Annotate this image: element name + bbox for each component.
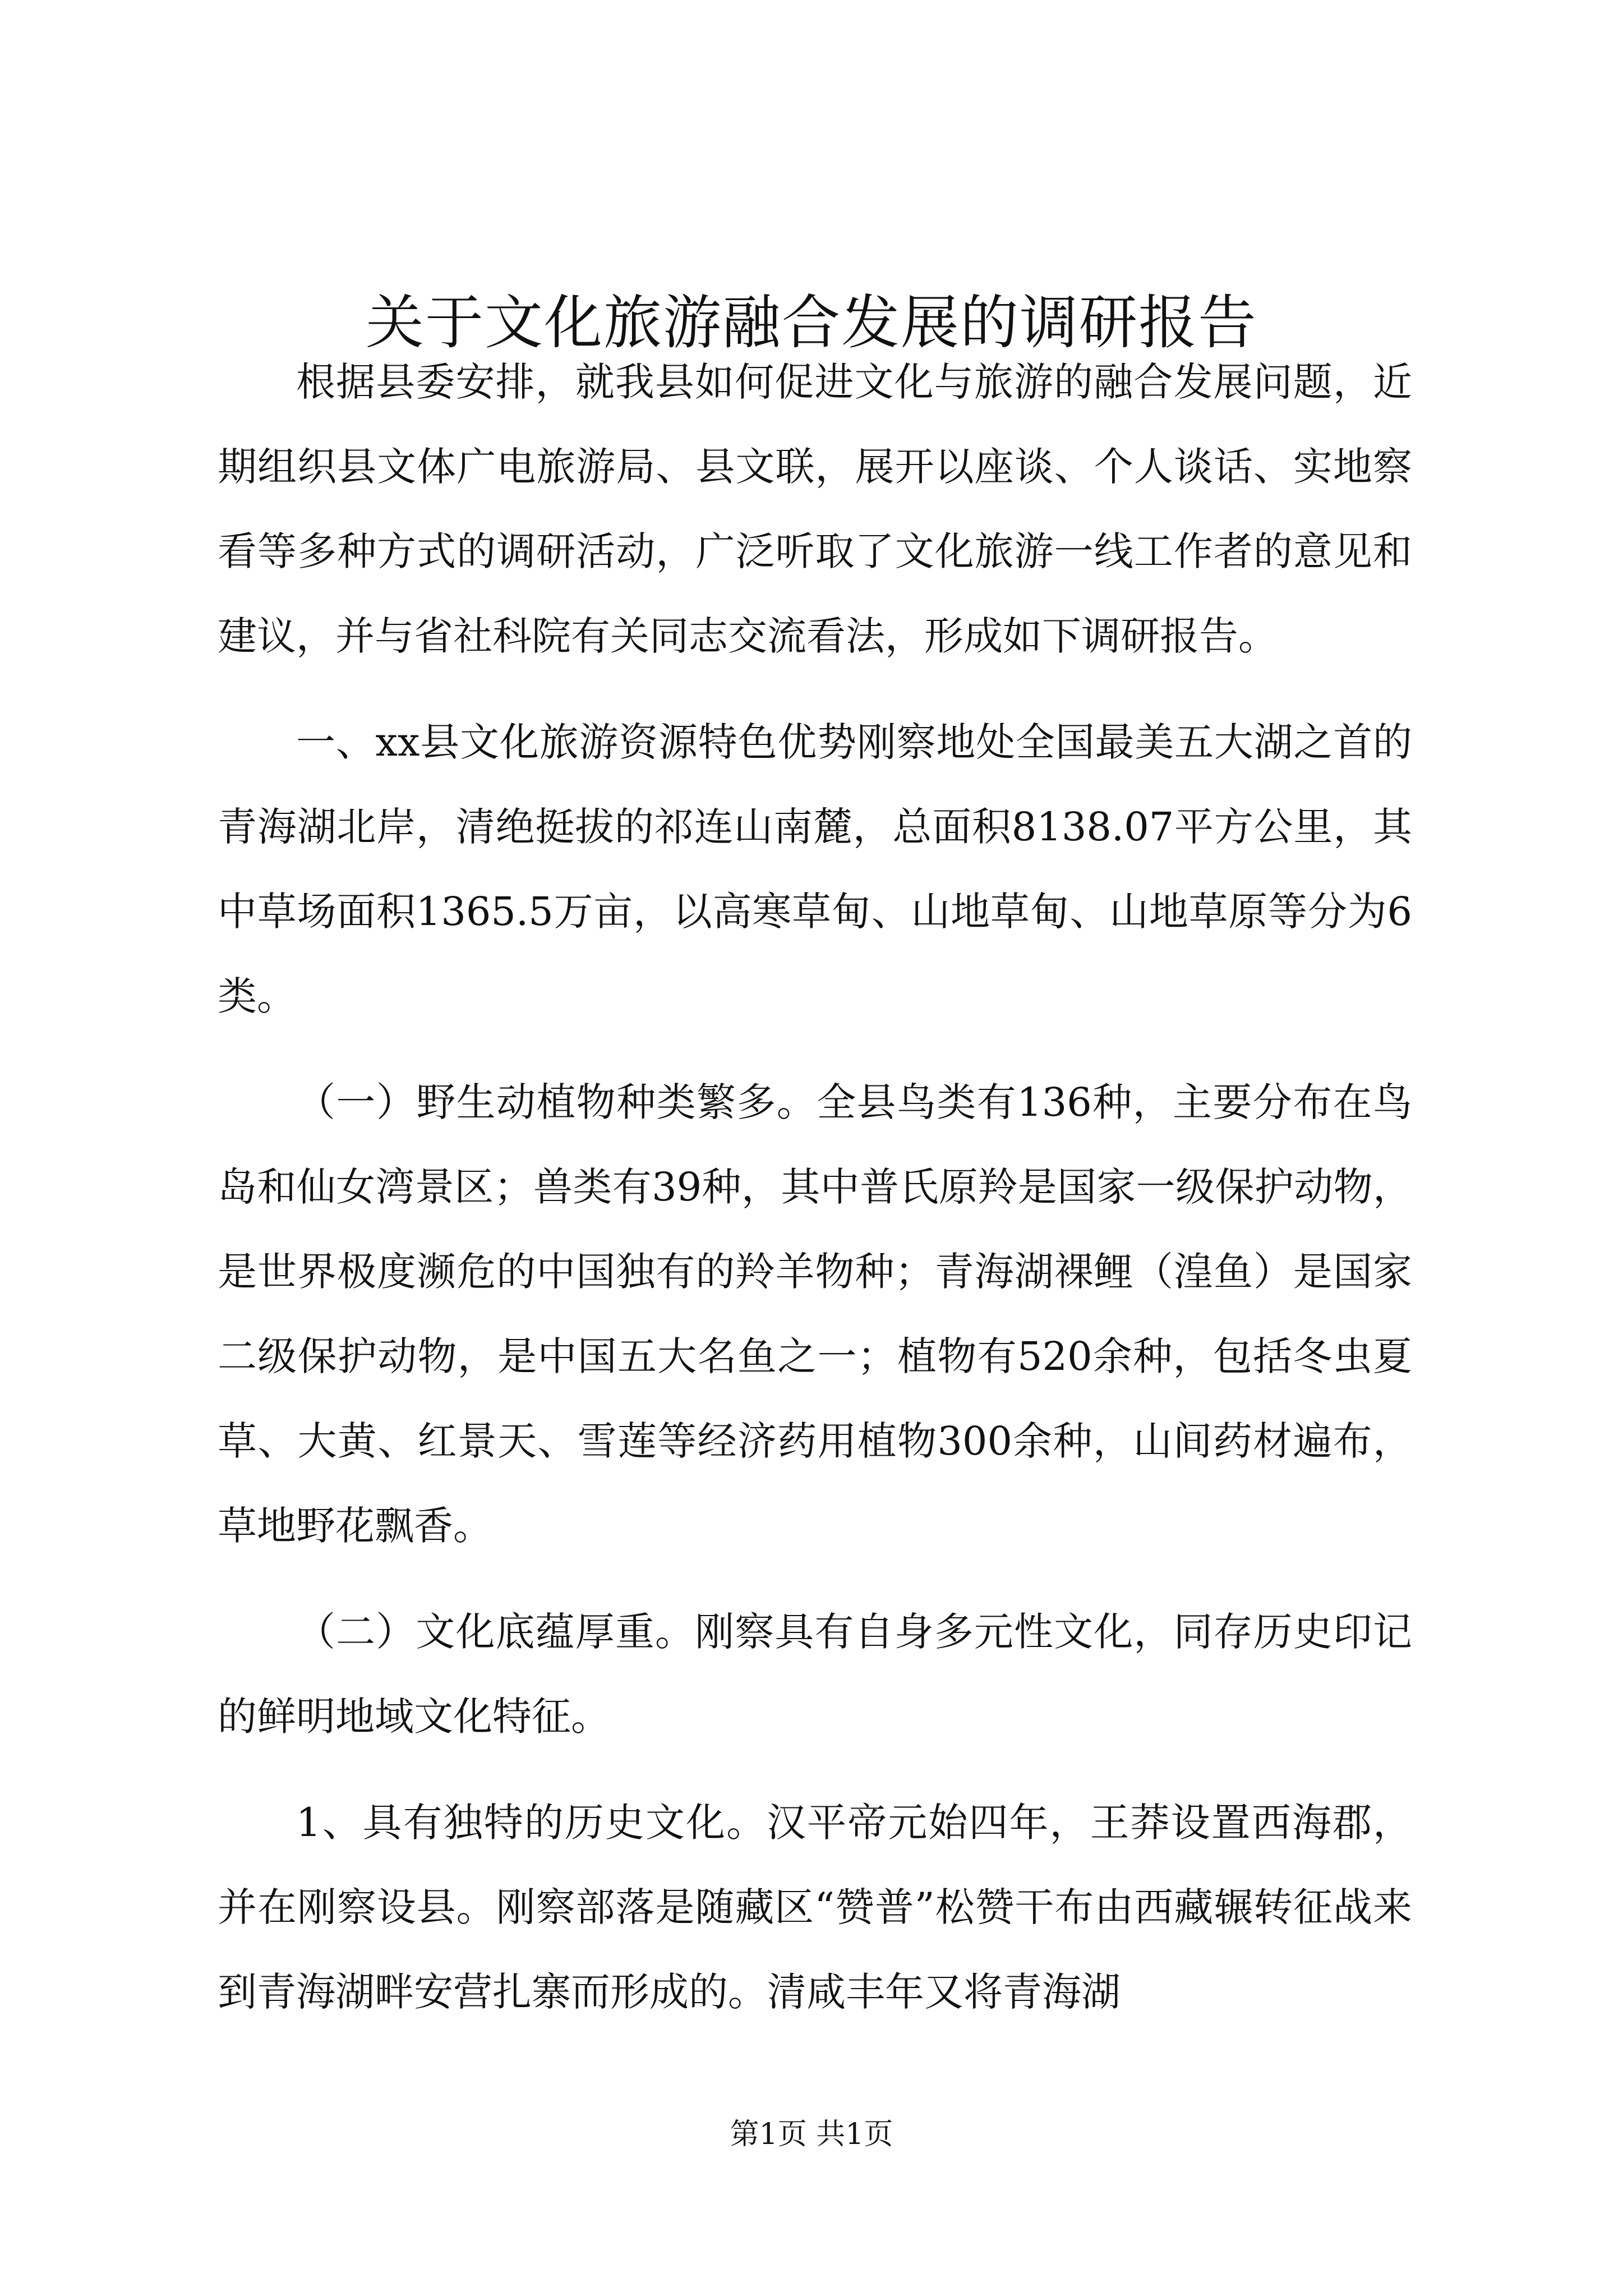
page-footer: 第1页 共1页 bbox=[730, 2118, 893, 2151]
paragraph-section-1: 一、xx县文化旅游资源特色优势刚察地处全国最美五大湖之首的青海湖北岸，清绝挺拔的祁连山南麓，总面积8138.07平方公里，其中草场面积1365.5万亩，以高寒草甸、山地草甸、山地草原等分为6类。 bbox=[218, 719, 1412, 1019]
document-body bbox=[218, 340, 1412, 2035]
paragraph-subsection-1: （一）野生动植物种类繁多。全县鸟类有136种，主要分布在鸟岛和仙女湾景区；兽类有39种，其中普氏原羚是国家一级保护动物，是世界极度濒危的中国独有的羚羊物种；青海湖裸鲤（湟鱼）是国家二级保护动物，是中国五大名鱼之一；植物有520余种，包括冬虫夏草、大黄、红景天、雪莲等经济药用植物300余种，山间药材遍布，草地野花飘香。 bbox=[218, 1079, 1412, 1549]
paragraph-subsection-2: （二）文化底蕴厚重。刚察具有自身多元性文化，同存历史印记的鲜明地域文化特征。 bbox=[218, 1609, 1412, 1740]
paragraph-item-1: 1、具有独特的历史文化。汉平帝元始四年，王莽设置西海郡，并在刚察设县。刚察部落是随藏区“赞普”松赞干布由西藏辗转征战来到青海湖畔安营扎寨而形成的。清咸丰年又将青海湖 bbox=[218, 1800, 1412, 2015]
paragraph-intro: 根据县委安排，就我县如何促进文化与旅游的融合发展问题，近期组织县文体广电旅游局、县文联，展开以座谈、个人谈话、实地察看等多种方式的调研活动，广泛听取了文化旅游一线工作者的意见和建议，并与省社科院有关同志交流看法，形成如下调研报告。 bbox=[218, 359, 1412, 659]
document-title: 关于文化旅游融合发展的调研报告 bbox=[365, 288, 1257, 357]
